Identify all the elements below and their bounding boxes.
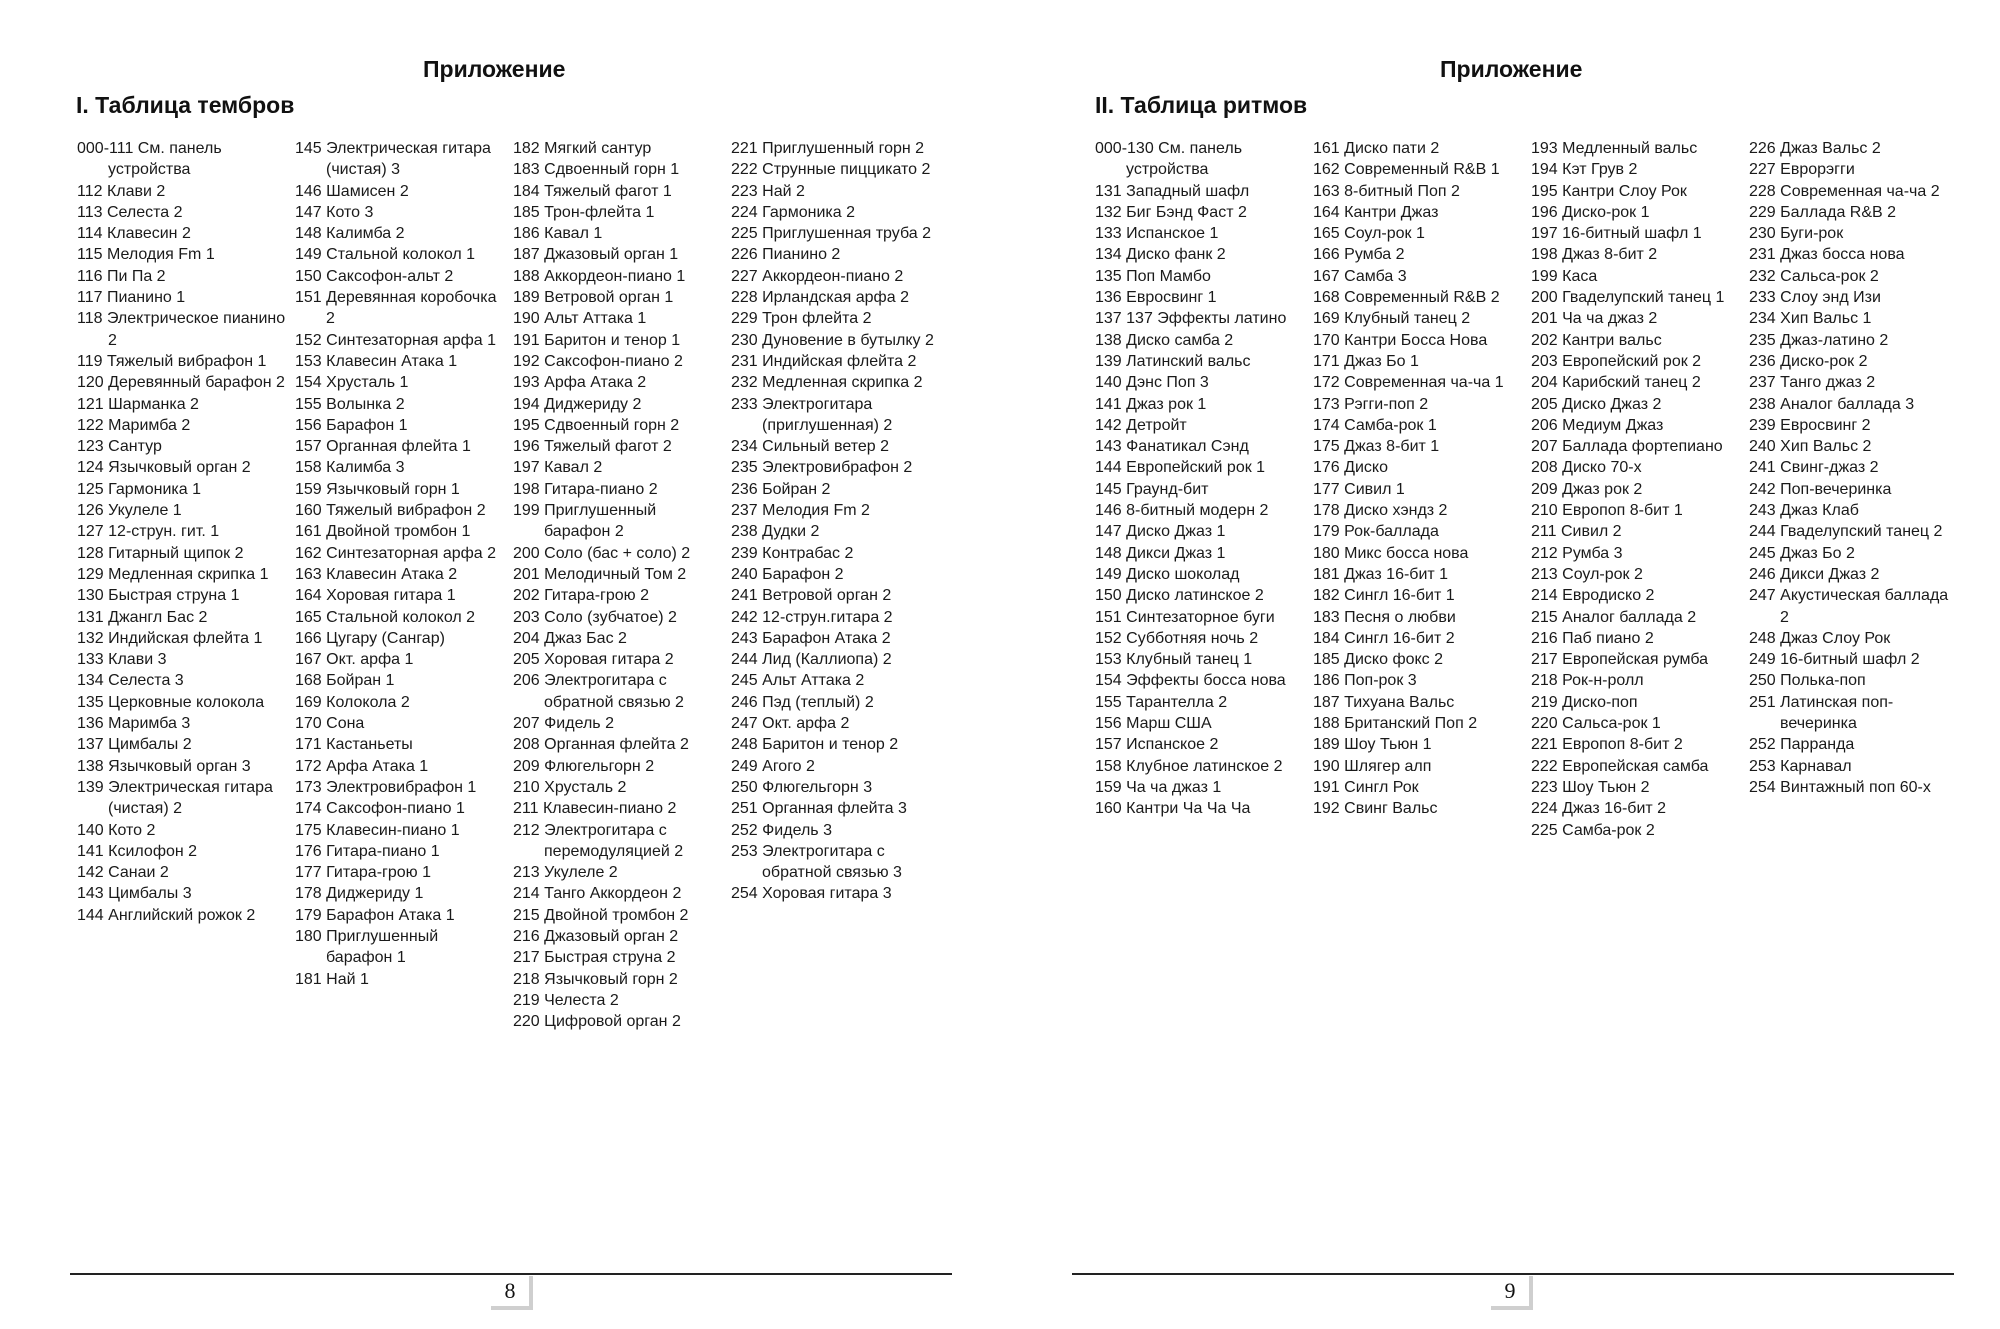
- table-column: [77, 138, 289, 926]
- list-item: 167 Самба 3: [1313, 267, 1407, 285]
- list-item: 171 Джаз Бо 1: [1313, 352, 1419, 370]
- list-item: 237 Танго джаз 2: [1749, 374, 1876, 392]
- list-item: 164 Кантри Джаз: [1313, 203, 1439, 221]
- list-item: 176 Гитара-пиано 1: [295, 842, 440, 860]
- list-item: 126 Укулеле 1: [77, 502, 182, 520]
- list-item: 203 Европейский рок 2: [1531, 352, 1702, 370]
- list-item: 115 Мелодия Fm 1: [77, 246, 215, 264]
- list-item: 174 Саксофон-пиано 1: [295, 800, 465, 818]
- list-item: 185 Диско фокс 2: [1313, 651, 1444, 669]
- list-item: 235 Джаз-латино 2: [1749, 331, 1889, 349]
- list-item: 207 Баллада фортепиано: [1531, 438, 1723, 456]
- list-item: 199 Приглушенный барафон 2: [513, 502, 657, 541]
- list-item: 170 Кантри Босса Нова: [1313, 331, 1488, 349]
- list-item: 195 Сдвоенный горн 2: [513, 416, 680, 434]
- list-item: 234 Сильный ветер 2: [731, 438, 889, 456]
- list-item: 138 Язычковый орган 3: [77, 757, 251, 775]
- list-item: 190 Шлягер алп: [1313, 757, 1432, 775]
- list-item: 143 Цимбалы 3: [77, 885, 192, 903]
- list-item: 194 Диджериду 2: [513, 395, 642, 413]
- list-item: 200 Гваделупский танец 1: [1531, 289, 1725, 307]
- list-item: 125 Гармоника 1: [77, 480, 201, 498]
- list-item: 178 Диско хэндз 2: [1313, 502, 1448, 520]
- list-item: 188 Аккордеон-пиано 1: [513, 267, 686, 285]
- list-item: 148 Калимба 2: [295, 225, 405, 243]
- list-item: 169 Колокола 2: [295, 693, 410, 711]
- table-column: [1095, 138, 1307, 820]
- list-item: 175 Джаз 8-бит 1: [1313, 438, 1440, 456]
- list-item: 118 Электрическое пианино 2: [77, 310, 286, 349]
- list-item: 124 Язычковый орган 2: [77, 459, 251, 477]
- list-item: 253 Карнавал: [1749, 757, 1852, 775]
- list-item: 177 Гитара-грою 1: [295, 864, 431, 882]
- list-item: 192 Свинг Вальс: [1313, 800, 1438, 818]
- list-item: 171 Кастаньеты: [295, 736, 413, 754]
- list-item: 161 Двойной тромбон 1: [295, 523, 471, 541]
- list-item: 223 Шоу Тьюн 2: [1531, 778, 1650, 796]
- list-item: 241 Ветровой орган 2: [731, 587, 892, 605]
- list-item: 227 Еврорэгги: [1749, 161, 1855, 179]
- list-item: 188 Британский Поп 2: [1313, 715, 1478, 733]
- list-item: 178 Диджериду 1: [295, 885, 424, 903]
- list-item: 246 Пэд (теплый) 2: [731, 693, 874, 711]
- list-item: 129 Медленная скрипка 1: [77, 565, 269, 583]
- list-item: 153 Клубный танец 1: [1095, 651, 1253, 669]
- table-column: [295, 138, 507, 990]
- list-item: 200 Соло (бас + соло) 2: [513, 544, 691, 562]
- list-item: 117 Пианино 1: [77, 289, 186, 307]
- list-item: 213 Укулеле 2: [513, 864, 618, 882]
- list-item: 159 Язычковый горн 1: [295, 480, 460, 498]
- list-item: 121 Шарманка 2: [77, 395, 199, 413]
- list-item: 159 Ча ча джаз 1: [1095, 778, 1222, 796]
- list-item: 199 Каса: [1531, 267, 1598, 285]
- list-item: 185 Трон-флейта 1: [513, 203, 655, 221]
- list-item: 189 Ветровой орган 1: [513, 289, 674, 307]
- list-item: 245 Альт Аттака 2: [731, 672, 865, 690]
- list-item: 236 Бойран 2: [731, 480, 831, 498]
- list-item: 232 Сальса-рок 2: [1749, 267, 1879, 285]
- list-item: 215 Аналог баллада 2: [1531, 608, 1697, 626]
- list-item: 155 Волынка 2: [295, 395, 405, 413]
- list-item: 227 Аккордеон-пиано 2: [731, 267, 904, 285]
- list-item: 197 16-битный шафл 1: [1531, 225, 1702, 243]
- list-item: 180 Микс босса нова: [1313, 544, 1469, 562]
- list-item: 119 Тяжелый вибрафон 1: [77, 352, 267, 370]
- list-item: 253 Электрогитара с обратной связью 3: [731, 842, 902, 882]
- list-item: 155 Тарантелла 2: [1095, 693, 1228, 711]
- list-item: 208 Органная флейта 2: [513, 736, 689, 754]
- list-item: 208 Диско 70-х: [1531, 459, 1642, 477]
- list-item: 139 Электрическая гитара (чистая) 2: [77, 778, 273, 818]
- list-item: 189 Шоу Тьюн 1: [1313, 736, 1432, 754]
- list-item: 181 Джаз 16-бит 1: [1313, 565, 1449, 583]
- list-item: 245 Джаз Бо 2: [1749, 544, 1855, 562]
- list-item: 243 Барафон Атака 2: [731, 629, 891, 647]
- list-item: 219 Диско-поп: [1531, 693, 1638, 711]
- list-item: 251 Латинская поп-вечеринка: [1749, 693, 1894, 733]
- list-item: 136 Маримба 3: [77, 715, 191, 733]
- list-item: 186 Кавал 1: [513, 225, 603, 243]
- list-item: 112 Клави 2: [77, 182, 166, 200]
- list-item: 229 Трон флейта 2: [731, 310, 872, 328]
- list-item: 191 Сингл Рок: [1313, 778, 1419, 796]
- list-item: 137 Цимбалы 2: [77, 736, 192, 754]
- list-item: 201 Мелодичный Том 2: [513, 565, 687, 583]
- list-item: 204 Джаз Бас 2: [513, 629, 627, 647]
- list-item: 140 Кото 2: [77, 821, 156, 839]
- list-item: 179 Барафон Атака 1: [295, 906, 455, 924]
- list-item: 221 Приглушенный горн 2: [731, 140, 925, 157]
- list-item: 190 Альт Аттака 1: [513, 310, 647, 328]
- list-item: 195 Кантри Слоу Рок: [1531, 182, 1687, 200]
- list-item: 130 Быстрая струна 1: [77, 587, 240, 605]
- list-item: 209 Флюгельгорн 2: [513, 757, 655, 775]
- list-item: 218 Язычковый горн 2: [513, 970, 678, 988]
- page-number: 8: [491, 1276, 533, 1310]
- list-item: 242 Поп-вечеринка: [1749, 480, 1892, 498]
- list-item: 144 Европейский рок 1: [1095, 459, 1266, 477]
- list-item: 232 Медленная скрипка 2: [731, 374, 923, 392]
- list-item: 133 Клави 3: [77, 651, 167, 669]
- list-item: 231 Индийская флейта 2: [731, 352, 917, 370]
- list-item: 250 Полька-поп: [1749, 672, 1866, 690]
- list-item: 183 Сдвоенный горн 1: [513, 161, 680, 179]
- list-item: 207 Фидель 2: [513, 715, 614, 733]
- list-item: 149 Диско шоколад: [1095, 565, 1240, 583]
- list-item: 161 Диско пати 2: [1313, 140, 1440, 157]
- list-item: 217 Быстрая струна 2: [513, 949, 676, 967]
- list-item: 237 Мелодия Fm 2: [731, 502, 870, 520]
- table-column: [731, 138, 943, 905]
- list-item: 238 Аналог баллада 3: [1749, 395, 1915, 413]
- list-item: 214 Евродиско 2: [1531, 587, 1655, 605]
- list-item: 169 Клубный танец 2: [1313, 310, 1471, 328]
- list-item: 141 Ксилофон 2: [77, 842, 198, 860]
- list-item: 226 Джаз Вальс 2: [1749, 140, 1881, 157]
- list-item: 152 Субботняя ночь 2: [1095, 629, 1259, 647]
- list-item: 141 Джаз рок 1: [1095, 395, 1207, 413]
- list-item: 219 Челеста 2: [513, 991, 619, 1009]
- list-item: 223 Най 2: [731, 182, 805, 200]
- list-item: 127 12-струн. гит. 1: [77, 523, 220, 541]
- list-item: 000-111 См. панель устройства: [77, 140, 222, 179]
- list-item: 222 Струнные пиццикато 2: [731, 161, 931, 179]
- list-item: 116 Пи Па 2: [77, 267, 166, 285]
- list-item: 254 Винтажный поп 60-х: [1749, 778, 1931, 796]
- list-item: 163 Клавесин Атака 2: [295, 565, 458, 583]
- list-item: 251 Органная флейта 3: [731, 800, 907, 818]
- list-item: 210 Хрусталь 2: [513, 778, 627, 796]
- list-item: 131 Джангл Бас 2: [77, 608, 208, 626]
- list-item: 146 Шамисен 2: [295, 182, 409, 200]
- list-item: 180 Приглушенный барафон 1: [295, 927, 439, 967]
- list-item: 165 Стальной колокол 2: [295, 608, 476, 626]
- list-item: 175 Клавесин-пиано 1: [295, 821, 460, 839]
- list-item: 194 Кэт Грув 2: [1531, 161, 1638, 179]
- list-item: 113 Селеста 2: [77, 203, 183, 221]
- list-item: 247 Окт. арфа 2: [731, 715, 850, 733]
- list-item: 209 Джаз рок 2: [1531, 480, 1643, 498]
- page-heading: Приложение: [423, 56, 566, 82]
- page-number: 9: [1491, 1276, 1533, 1310]
- list-item: 147 Диско Джаз 1: [1095, 523, 1226, 541]
- list-item: 243 Джаз Клаб: [1749, 502, 1859, 520]
- list-item: 202 Гитара-грою 2: [513, 587, 649, 605]
- list-item: 154 Эффекты босса нова: [1095, 672, 1286, 690]
- list-item: 182 Сингл 16-бит 1: [1313, 587, 1455, 605]
- list-item: 172 Арфа Атака 1: [295, 757, 429, 775]
- list-item: 168 Современный R&B 2: [1313, 289, 1500, 307]
- list-item: 154 Хрусталь 1: [295, 374, 409, 392]
- list-item: 213 Соул-рок 2: [1531, 565, 1643, 583]
- list-item: 166 Цугару (Сангар): [295, 629, 445, 647]
- list-item: 142 Детройт: [1095, 416, 1187, 434]
- list-item: 156 Барафон 1: [295, 416, 408, 434]
- list-item: 249 16-битный шафл 2: [1749, 651, 1920, 669]
- list-item: 202 Кантри вальс: [1531, 331, 1662, 349]
- list-item: 140 Дэнс Поп 3: [1095, 374, 1209, 392]
- list-item: 160 Тяжелый вибрафон 2: [295, 502, 486, 520]
- list-item: 238 Дудки 2: [731, 523, 820, 541]
- list-item: 132 Индийская флейта 1: [77, 629, 263, 647]
- list-item: 136 Евросвинг 1: [1095, 289, 1217, 307]
- list-item: 173 Электровибрафон 1: [295, 778, 477, 796]
- list-item: 241 Свинг-джаз 2: [1749, 459, 1879, 477]
- list-item: 168 Бойран 1: [295, 672, 395, 690]
- list-item: 240 Барафон 2: [731, 565, 844, 583]
- list-item: 240 Хип Вальс 2: [1749, 438, 1872, 456]
- list-item: 179 Рок-баллада: [1313, 523, 1439, 541]
- list-item: 186 Поп-рок 3: [1313, 672, 1417, 690]
- list-item: 157 Органная флейта 1: [295, 438, 471, 456]
- list-item: 135 Церковные колокола: [77, 693, 265, 711]
- table-column: [1531, 138, 1743, 841]
- list-item: 184 Тяжелый фагот 1: [513, 182, 672, 200]
- list-item: 196 Диско-рок 1: [1531, 203, 1650, 221]
- list-item: 162 Синтезаторная арфа 2: [295, 544, 497, 562]
- list-item: 252 Фидель 3: [731, 821, 832, 839]
- list-item: 135 Поп Мамбо: [1095, 267, 1211, 285]
- list-item: 151 Синтезаторное буги: [1095, 608, 1275, 626]
- list-item: 228 Ирландская арфа 2: [731, 289, 909, 307]
- list-item: 214 Танго Аккордеон 2: [513, 885, 682, 903]
- list-item: 239 Евросвинг 2: [1749, 416, 1871, 434]
- list-item: 133 Испанское 1: [1095, 225, 1219, 243]
- list-item: 192 Саксофон-пиано 2: [513, 352, 683, 370]
- section-title-timbres: I. Таблица тембров: [76, 92, 295, 118]
- list-item: 204 Карибский танец 2: [1531, 374, 1701, 392]
- list-item: 226 Пианино 2: [731, 246, 841, 264]
- list-item: 165 Соул-рок 1: [1313, 225, 1425, 243]
- list-item: 123 Сантур: [77, 438, 162, 456]
- list-item: 145 Граунд-бит: [1095, 480, 1209, 498]
- list-item: 225 Самба-рок 2: [1531, 821, 1655, 839]
- list-item: 148 Дикси Джаз 1: [1095, 544, 1226, 562]
- list-item: 210 Европоп 8-бит 1: [1531, 502, 1683, 520]
- footer-rule: [70, 1273, 952, 1275]
- list-item: 250 Флюгельгорн 3: [731, 778, 873, 796]
- list-item: 252 Парранда: [1749, 736, 1855, 754]
- list-item: 233 Электрогитара (приглушенная) 2: [731, 395, 893, 434]
- list-item: 152 Синтезаторная арфа 1: [295, 331, 497, 349]
- list-item: 134 Диско фанк 2: [1095, 246, 1226, 264]
- list-item: 156 Марш США: [1095, 715, 1212, 733]
- list-item: 193 Арфа Атака 2: [513, 374, 647, 392]
- list-item: 162 Современный R&B 1: [1313, 161, 1500, 179]
- list-item: 147 Кото 3: [295, 203, 374, 221]
- list-item: 244 Лид (Каллиопа) 2: [731, 651, 892, 669]
- list-item: 149 Стальной колокол 1: [295, 246, 476, 264]
- list-item: 128 Гитарный щипок 2: [77, 544, 244, 562]
- list-item: 247 Акустическая баллада 2: [1749, 587, 1949, 626]
- list-item: 231 Джаз босса нова: [1749, 246, 1905, 264]
- list-item: 229 Баллада R&B 2: [1749, 203, 1897, 221]
- list-item: 248 Баритон и тенор 2: [731, 736, 899, 754]
- list-item: 167 Окт. арфа 1: [295, 651, 414, 669]
- list-item: 235 Электровибрафон 2: [731, 459, 913, 477]
- list-item: 114 Клавесин 2: [77, 225, 191, 243]
- list-item: 158 Калимба 3: [295, 459, 405, 477]
- list-item: 150 Диско латинское 2: [1095, 587, 1264, 605]
- list-item: 150 Саксофон-альт 2: [295, 267, 454, 285]
- list-item: 142 Санаи 2: [77, 864, 169, 882]
- list-item: 158 Клубное латинское 2: [1095, 757, 1283, 775]
- list-item: 215 Двойной тромбон 2: [513, 906, 689, 924]
- list-item: 217 Европейская румба: [1531, 651, 1709, 669]
- list-item: 174 Самба-рок 1: [1313, 416, 1437, 434]
- list-item: 224 Джаз 16-бит 2: [1531, 800, 1667, 818]
- list-item: 206 Медиум Джаз: [1531, 416, 1664, 434]
- table-column: [513, 138, 725, 1032]
- list-item: 225 Приглушенная труба 2: [731, 225, 931, 243]
- list-item: 218 Рок-н-ролл: [1531, 672, 1644, 690]
- list-item: 184 Сингл 16-бит 2: [1313, 629, 1455, 647]
- list-item: 153 Клавесин Атака 1: [295, 352, 458, 370]
- list-item: 183 Песня о любви: [1313, 608, 1456, 626]
- list-item: 234 Хип Вальс 1: [1749, 310, 1872, 328]
- list-item: 212 Румба 3: [1531, 544, 1623, 562]
- list-item: 230 Буги-рок: [1749, 225, 1844, 243]
- list-item: 220 Сальса-рок 1: [1531, 715, 1661, 733]
- table-column: [1313, 138, 1525, 820]
- list-item: 166 Румба 2: [1313, 246, 1405, 264]
- list-item: 177 Сивил 1: [1313, 480, 1405, 498]
- list-item: 193 Медленный вальс: [1531, 140, 1698, 157]
- list-item: 239 Контрабас 2: [731, 544, 854, 562]
- list-item: 221 Европоп 8-бит 2: [1531, 736, 1683, 754]
- list-item: 222 Европейская самба: [1531, 757, 1709, 775]
- list-item: 181 Най 1: [295, 970, 369, 988]
- list-item: 138 Диско самба 2: [1095, 331, 1234, 349]
- list-item: 134 Селеста 3: [77, 672, 184, 690]
- list-item: 160 Кантри Ча Ча Ча: [1095, 800, 1251, 818]
- list-item: 216 Джазовый орган 2: [513, 927, 679, 945]
- list-item: 144 Английский рожок 2: [77, 906, 256, 924]
- list-item: 122 Маримба 2: [77, 416, 191, 434]
- table-column: [1749, 138, 1961, 798]
- list-item: 187 Тихуана Вальс: [1313, 693, 1455, 711]
- list-item: 187 Джазовый орган 1: [513, 246, 679, 264]
- list-item: 230 Дуновение в бутылку 2: [731, 331, 934, 349]
- list-item: 163 8-битный Поп 2: [1313, 182, 1460, 200]
- list-item: 206 Электрогитара с обратной связью 2: [513, 672, 684, 711]
- list-item: 173 Рэгги-поп 2: [1313, 395, 1429, 413]
- list-item: 205 Диско Джаз 2: [1531, 395, 1662, 413]
- list-item: 233 Слоу энд Изи: [1749, 289, 1881, 307]
- list-item: 170 Сона: [295, 715, 365, 733]
- list-item: 151 Деревянная коробочка 2: [295, 289, 497, 328]
- list-item: 146 8-битный модерн 2: [1095, 502, 1269, 520]
- list-item: 211 Клавесин-пиано 2: [513, 800, 677, 818]
- list-item: 196 Тяжелый фагот 2: [513, 438, 672, 456]
- right-page: [1000, 0, 2000, 1329]
- section-title-rhythms: II. Таблица ритмов: [1095, 92, 1308, 118]
- list-item: 242 12-струн.гитара 2: [731, 608, 893, 626]
- list-item: 131 Западный шафл: [1095, 182, 1250, 200]
- list-item: 212 Электрогитара с перемодуляцией 2: [513, 821, 684, 860]
- list-item: 249 Агого 2: [731, 757, 815, 775]
- list-item: 246 Дикси Джаз 2: [1749, 565, 1880, 583]
- list-item: 145 Электрическая гитара (чистая) 3: [295, 140, 491, 179]
- list-item: 254 Хоровая гитара 3: [731, 885, 892, 903]
- list-item: 197 Кавал 2: [513, 459, 603, 477]
- footer-rule: [1072, 1273, 1954, 1275]
- list-item: 164 Хоровая гитара 1: [295, 587, 456, 605]
- list-item: 176 Диско: [1313, 459, 1388, 477]
- list-item: 157 Испанское 2: [1095, 736, 1219, 754]
- page-heading: Приложение: [1440, 56, 1583, 82]
- list-item: 220 Цифровой орган 2: [513, 1013, 681, 1031]
- list-item: 137 137 Эффекты латино: [1095, 310, 1287, 328]
- list-item: 211 Сивил 2: [1531, 523, 1622, 541]
- list-item: 143 Фанатикал Сэнд: [1095, 438, 1249, 456]
- list-item: 198 Джаз 8-бит 2: [1531, 246, 1658, 264]
- list-item: 182 Мягкий сантур: [513, 140, 652, 157]
- list-item: 228 Современная ча-ча 2: [1749, 182, 1940, 200]
- list-item: 120 Деревянный барафон 2: [77, 374, 285, 392]
- list-item: 132 Биг Бэнд Фаст 2: [1095, 203, 1247, 221]
- list-item: 236 Диско-рок 2: [1749, 352, 1868, 370]
- list-item: 248 Джаз Слоу Рок: [1749, 629, 1891, 647]
- list-item: 198 Гитара-пиано 2: [513, 480, 658, 498]
- list-item: 205 Хоровая гитара 2: [513, 651, 674, 669]
- list-item: 201 Ча ча джаз 2: [1531, 310, 1658, 328]
- list-item: 191 Баритон и тенор 1: [513, 331, 681, 349]
- list-item: 216 Паб пиано 2: [1531, 629, 1654, 647]
- list-item: 139 Латинский вальс: [1095, 352, 1251, 370]
- list-item: 224 Гармоника 2: [731, 203, 855, 221]
- list-item: 000-130 См. панель устройства: [1095, 140, 1243, 179]
- list-item: 203 Соло (зубчатое) 2: [513, 608, 677, 626]
- list-item: 244 Гваделупский танец 2: [1749, 523, 1943, 541]
- list-item: 172 Современная ча-ча 1: [1313, 374, 1504, 392]
